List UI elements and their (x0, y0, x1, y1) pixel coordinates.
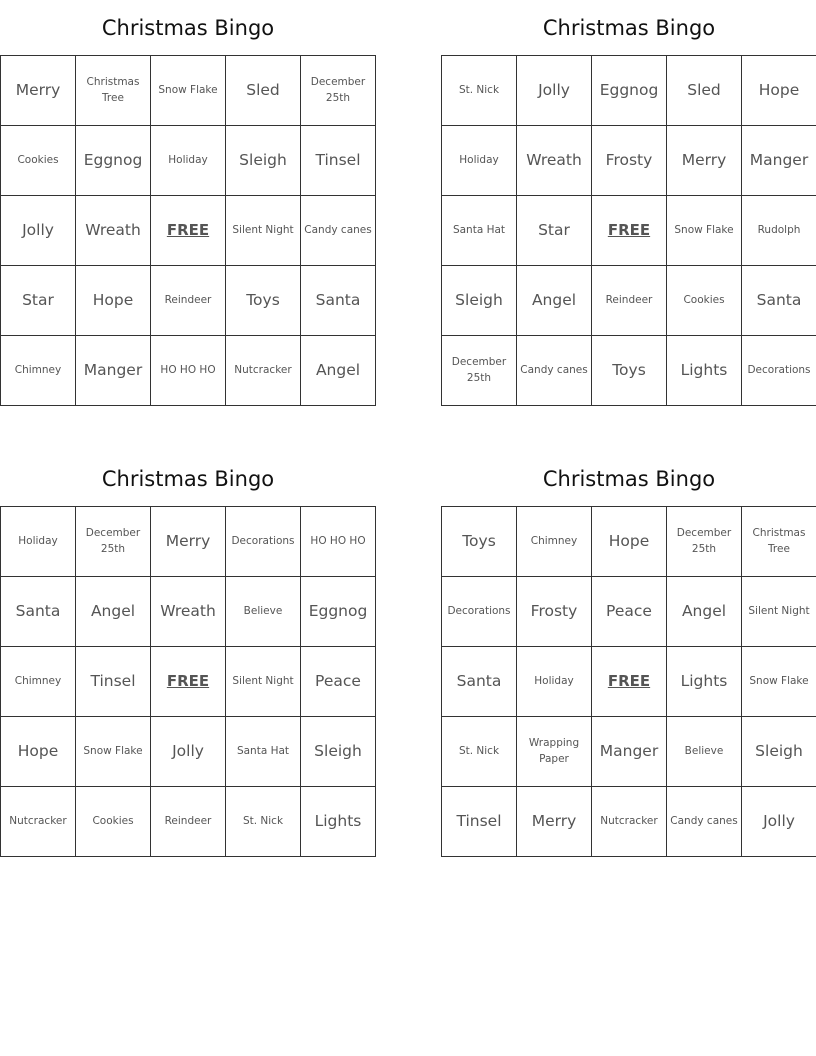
bingo-cell: Reindeer (151, 787, 226, 857)
bingo-cell: Chimney (1, 647, 76, 717)
bingo-cell: Tinsel (301, 126, 376, 196)
bingo-cell: Manger (742, 126, 816, 196)
bingo-cell: Holiday (1, 507, 76, 577)
bingo-cell: Sled (667, 56, 742, 126)
bingo-cell: Sled (226, 56, 301, 126)
free-space-cell: FREE (151, 196, 226, 266)
card-title: Christmas Bingo (542, 467, 716, 491)
bingo-cell: December 25th (667, 507, 742, 577)
bingo-cell: Wreath (517, 126, 592, 196)
bingo-cell: Angel (667, 577, 742, 647)
bingo-cell: Frosty (592, 126, 667, 196)
bingo-cell: Toys (226, 266, 301, 336)
bingo-cell: Peace (592, 577, 667, 647)
bingo-cell: Sleigh (226, 126, 301, 196)
bingo-cell: Candy canes (517, 336, 592, 406)
bingo-cell: Santa Hat (442, 196, 517, 266)
bingo-cell: Hope (592, 507, 667, 577)
bingo-cell: Lights (301, 787, 376, 857)
bingo-cell: Tinsel (76, 647, 151, 717)
bingo-cell: Wreath (76, 196, 151, 266)
free-space-cell: FREE (592, 647, 667, 717)
bingo-cell: Santa Hat (226, 717, 301, 787)
bingo-cell: Cookies (1, 126, 76, 196)
bingo-cell: December 25th (301, 56, 376, 126)
bingo-cell: Manger (76, 336, 151, 406)
bingo-cell: Lights (667, 336, 742, 406)
bingo-cell: St. Nick (442, 56, 517, 126)
bingo-cell: December 25th (442, 336, 517, 406)
bingo-cell: Silent Night (742, 577, 816, 647)
bingo-cell: Jolly (742, 787, 816, 857)
bingo-cell: Eggnog (592, 56, 667, 126)
bingo-cell: Cookies (76, 787, 151, 857)
bingo-cell: Snow Flake (76, 717, 151, 787)
bingo-cell: December 25th (76, 507, 151, 577)
bingo-grid (0, 506, 376, 857)
bingo-cell: St. Nick (442, 717, 517, 787)
bingo-cell: Holiday (442, 126, 517, 196)
bingo-cell: Decorations (442, 577, 517, 647)
bingo-cell: Frosty (517, 577, 592, 647)
card-title: Christmas Bingo (101, 467, 275, 491)
bingo-cell: Santa (442, 647, 517, 717)
bingo-card-2 (441, 0, 816, 406)
bingo-cell: Jolly (1, 196, 76, 266)
bingo-cell: Reindeer (151, 266, 226, 336)
bingo-cell: Peace (301, 647, 376, 717)
bingo-cell: Holiday (151, 126, 226, 196)
bingo-cell: Manger (592, 717, 667, 787)
bingo-cell: Candy canes (301, 196, 376, 266)
bingo-cell: Holiday (517, 647, 592, 717)
bingo-cell: Snow Flake (742, 647, 816, 717)
card-title: Christmas Bingo (101, 16, 275, 40)
bingo-card-3 (0, 451, 376, 857)
bingo-cell: Merry (517, 787, 592, 857)
bingo-grid (441, 55, 816, 406)
bingo-cell: Merry (151, 507, 226, 577)
bingo-cell: Lights (667, 647, 742, 717)
bingo-cell: Wrapping Paper (517, 717, 592, 787)
bingo-cell: Chimney (517, 507, 592, 577)
bingo-cell: Reindeer (592, 266, 667, 336)
bingo-cell: Tinsel (442, 787, 517, 857)
bingo-cell: Believe (226, 577, 301, 647)
bingo-cell: Snow Flake (667, 196, 742, 266)
bingo-cell: Silent Night (226, 647, 301, 717)
bingo-cell: Nutcracker (226, 336, 301, 406)
bingo-cell: Star (1, 266, 76, 336)
bingo-cell: Hope (1, 717, 76, 787)
bingo-cell: Wreath (151, 577, 226, 647)
bingo-cell: Sleigh (742, 717, 816, 787)
bingo-cell: Cookies (667, 266, 742, 336)
bingo-cell: Hope (742, 56, 816, 126)
bingo-cell: HO HO HO (151, 336, 226, 406)
bingo-cell: Rudolph (742, 196, 816, 266)
bingo-cell: Hope (76, 266, 151, 336)
bingo-cell: Star (517, 196, 592, 266)
bingo-cell: Eggnog (76, 126, 151, 196)
free-space-cell: FREE (151, 647, 226, 717)
bingo-cell: Angel (301, 336, 376, 406)
bingo-cell: Silent Night (226, 196, 301, 266)
bingo-cell: Decorations (742, 336, 816, 406)
bingo-cell: Nutcracker (1, 787, 76, 857)
bingo-cell: Toys (442, 507, 517, 577)
bingo-card-4 (441, 451, 816, 857)
bingo-cell: Toys (592, 336, 667, 406)
card-title: Christmas Bingo (542, 16, 716, 40)
bingo-cell: Believe (667, 717, 742, 787)
bingo-cell: Sleigh (442, 266, 517, 336)
bingo-cell: Santa (1, 577, 76, 647)
bingo-cell: Jolly (517, 56, 592, 126)
bingo-cell: Angel (517, 266, 592, 336)
bingo-cell: Nutcracker (592, 787, 667, 857)
bingo-cell: Snow Flake (151, 56, 226, 126)
bingo-cell: Chimney (1, 336, 76, 406)
free-space-cell: FREE (592, 196, 667, 266)
bingo-grid (441, 506, 816, 857)
bingo-cell: Merry (667, 126, 742, 196)
bingo-grid (0, 55, 376, 406)
bingo-cell: Jolly (151, 717, 226, 787)
bingo-cell: Eggnog (301, 577, 376, 647)
bingo-cell: Santa (742, 266, 816, 336)
bingo-card-1 (0, 0, 376, 406)
bingo-cell: Christmas Tree (76, 56, 151, 126)
bingo-cell: Angel (76, 577, 151, 647)
bingo-cell: Merry (1, 56, 76, 126)
bingo-cell: Decorations (226, 507, 301, 577)
bingo-cell: St. Nick (226, 787, 301, 857)
bingo-cell: Candy canes (667, 787, 742, 857)
bingo-cell: Santa (301, 266, 376, 336)
bingo-cell: Sleigh (301, 717, 376, 787)
bingo-cell: HO HO HO (301, 507, 376, 577)
bingo-cell: Christmas Tree (742, 507, 816, 577)
